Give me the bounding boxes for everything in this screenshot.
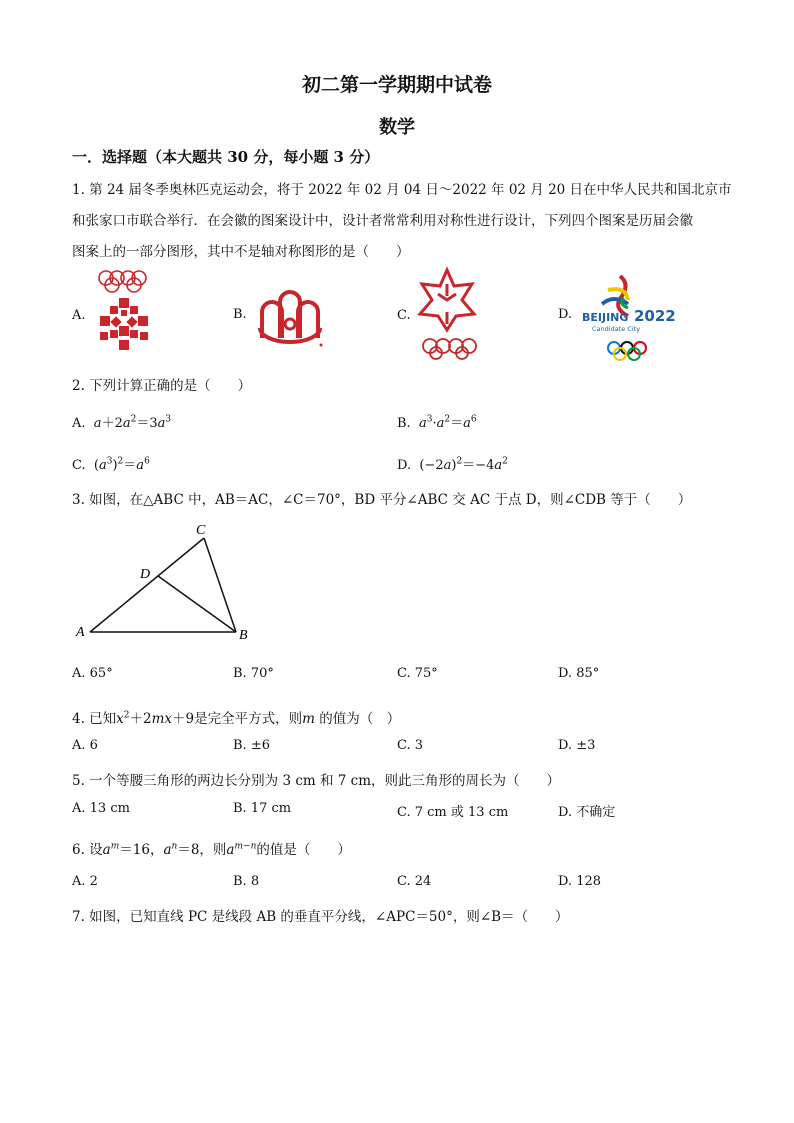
segment-bd [158, 576, 236, 632]
q2-stem: 2. 下列计算正确的是（ ） [72, 378, 252, 394]
q6-stem-post: 的值是（ ） [256, 842, 351, 858]
snowflake-logo-a-icon [92, 268, 156, 356]
section-heading: 一．选择题（本大题共 30 分，每小题 3 分） [72, 148, 380, 166]
q3-stem: 3. 如图，在△ABC 中，AB＝AC，∠C＝70°，BD 平分∠ABC 交 AC 于点 D，则∠CDB 等于（ ） [72, 492, 692, 508]
q5-option-a: A. 13 cm [72, 801, 130, 816]
point-label-b: B [239, 628, 248, 643]
q3-option-b: B. 70° [233, 666, 274, 681]
q2-option-a-label: A. [72, 416, 86, 431]
q1-option-d-label: D. [558, 307, 573, 322]
montreal-logo-b-icon [254, 288, 326, 350]
q2-option-d: D. $(-2a)^2=-4a^2$ [397, 456, 508, 473]
q6-option-b: B. 8 [233, 874, 260, 889]
point-label-a: A [76, 625, 85, 640]
point-label-d: D [140, 567, 151, 582]
q2-option-c-label: C. [72, 458, 86, 473]
q5-option-d: D. 不确定 [558, 805, 616, 820]
segment-ac [90, 538, 204, 632]
q2-option-b: B. $a^3\cdot a^2=a^6$ [397, 414, 477, 431]
q4-stem-pre: 4. 已知 [72, 711, 117, 727]
q3-option-a: A. 65° [72, 666, 113, 681]
q4-stem-post: 的值为（ ） [319, 711, 401, 727]
q1-option-c-label: C. [397, 308, 411, 323]
q7-stem: 7. 如图，已知直线 PC 是线段 AB 的垂直平分线，∠APC＝50°，则∠B＝（ ） [72, 909, 569, 925]
q6-stem-pre: 6. 设 [72, 842, 103, 858]
triangle-diagram [70, 516, 270, 646]
snowflake-logo-c-icon [414, 266, 480, 360]
q4-stem: 4. 已知$x^2+2mx+9$是完全平方式，则m 的值为（ ） [72, 710, 401, 727]
q6-stem: 6. 设$a^m=16$，$a^n=8$，则$a^{m-n}$的值是（ ） [72, 841, 351, 858]
q3-option-d: D. 85° [558, 666, 600, 681]
q1-line2: 和张家口市联合举行．在会徽的图案设计中，设计者常常利用对称性进行设计，下列四个图案是历届会徽 [72, 213, 693, 229]
beijing-logo-caption: Candidate City [592, 325, 641, 333]
page-title: 初二第一学期期中试卷 [301, 74, 492, 96]
q6-option-c: C. 24 [397, 874, 432, 889]
q5-stem: 5. 一个等腰三角形的两边长分别为 3 cm 和 7 cm，则此三角形的周长为（ ） [72, 773, 561, 789]
q1-line1: 1. 第 24 届冬季奥林匹克运动会，将于 2022 年 02 月 04 日～2022 年 02 月 20 日在中华人民共和国北京市 [72, 182, 732, 198]
q2-option-d-label: D. [397, 458, 412, 473]
point-label-c: C [196, 523, 206, 538]
q3-option-c: C. 75° [397, 666, 438, 681]
q1-option-b-label: B. [233, 307, 247, 322]
q6-option-d: D. 128 [558, 874, 602, 889]
q4-option-a: A. 6 [72, 738, 98, 753]
q2-option-b-label: B. [397, 416, 411, 431]
q2-option-a: A. $a+2a^2=3a^3$ [72, 414, 172, 431]
page-subject: 数学 [379, 117, 415, 138]
beijing-logo-brand: BEIJING [582, 311, 629, 324]
q4-option-b: B. ±6 [233, 738, 270, 753]
segment-cb [204, 538, 236, 632]
q6-option-a: A. 2 [72, 874, 98, 889]
beijing-logo-year: 2022 [634, 307, 676, 325]
q5-option-c: C. 7 cm 或 13 cm [397, 805, 509, 820]
q4-stem-mid: 是完全平方式，则 [194, 711, 303, 727]
q4-option-d: D. ±3 [558, 738, 596, 753]
q1-option-a-label: A. [72, 308, 86, 323]
q5-option-b: B. 17 cm [233, 801, 292, 816]
q1-line3: 图案上的一部分图形，其中不是轴对称图形的是（ ） [72, 244, 410, 260]
q4-option-c: C. 3 [397, 738, 424, 753]
q2-option-c: C. $(a^3)^2=a^6$ [72, 456, 150, 473]
